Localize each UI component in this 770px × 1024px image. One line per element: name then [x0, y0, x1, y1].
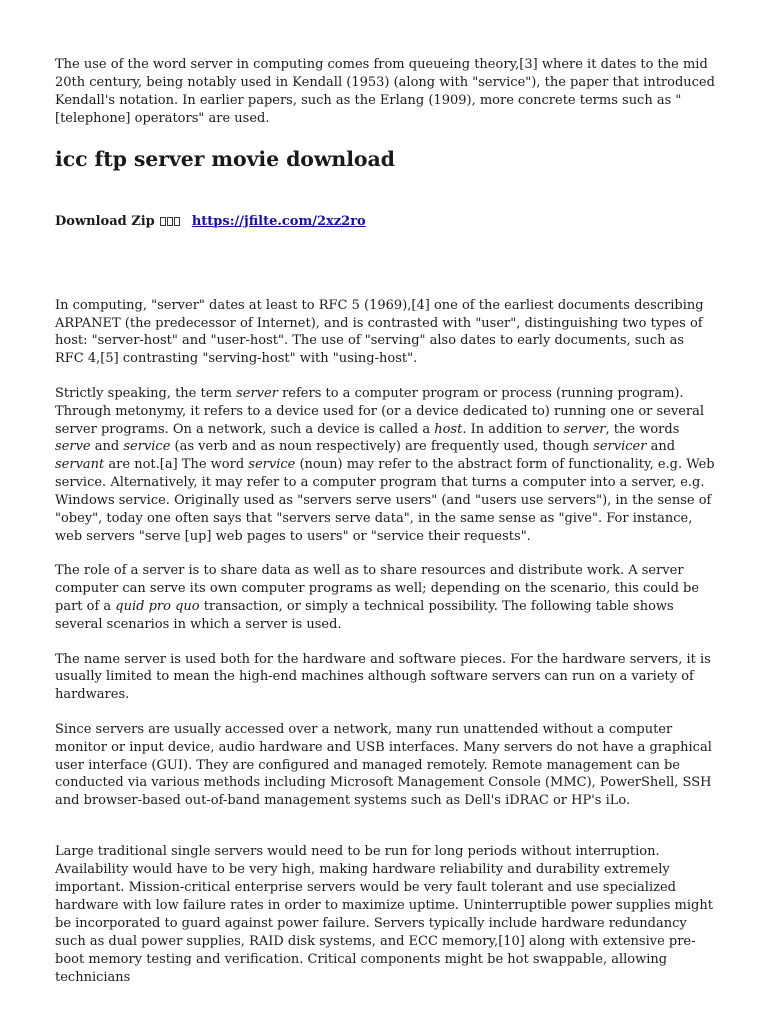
paragraph-role: The role of a server is to share data as well as to share resources and distribute work. A server computer can serve its own computer programs as well; depending on the scenario, this could be part of a quid pro quo transaction, or simply a technical possibility. The following table shows several scenarios in which a server is used. — [55, 563, 700, 633]
paragraph-reliability: Large traditional single servers would need to be run for long periods without interruption. Availability would have to be very high, making hardware reliability and durability extremely important. Mission-critical enterprise servers would be very fault tolerant and use specialized hardware with low failure rates in order to maximize uptime. Uninterruptible power supplies might be incorporated to guard against power failure. Servers typically include hardware redundancy such as dual power supplies, RAID disk systems, and ECC memory,[10] along with extensive pre-boot memory testing and verification. Critical components might be hot swappable, allowing technicians — [55, 844, 713, 985]
page-title: icc ftp server movie download — [55, 146, 395, 171]
missing-glyph-icons — [160, 214, 186, 224]
intro-text: The use of the word server in computing comes from queueing theory,[3] where it dates to the mid 20th century, being notably used in Kendall (1953) (along with "service"), the paper that introduced Kendall's notation. In earlier papers, such as the Erlang (1909), more concrete terms such as "[telephone] operators" are used. — [55, 57, 715, 126]
paragraph-rfc: In computing, "server" dates at least to RFC 5 (1969),[4] one of the earliest documents describing ARPANET (the predecessor of Internet), and is contrasted with "user", distinguishing two types of host: "server-host" and "user-host". The use of "serving" also dates to early documents, such as RFC 4,[5] contrasting "serving-host" with "using-host". — [55, 297, 704, 367]
paragraph-remote-management: Since servers are usually accessed over a network, many run unattended without a computer monitor or input device, audio hardware and USB interfaces. Many servers do not have a graphical user interface (GUI). They are configured and managed remotely. Remote management can be conducted via various methods including Microsoft Management Console (MMC), PowerShell, SSH and browser-based out-of-band management systems such as Dell's iDRAC or HP's iLo. — [55, 721, 712, 809]
download-label: Download Zip — [55, 213, 155, 229]
paragraph-name: The name server is used both for the hardware and software pieces. For the hardware servers, it is usually limited to mean the high-end machines although software servers can run on a variety of hardwares. — [55, 651, 711, 703]
download-link[interactable]: https://jfilte.com/2xz2ro — [191, 213, 366, 229]
intro-paragraph — [55, 56, 715, 128]
download-line — [55, 213, 715, 231]
paragraph-terminology: Strictly speaking, the term server refers to a computer program or process (running program). Through metonymy, it refers to a device used for (or a device dedicated to) running one or several server programs. On a network, such a device is called a host. In addition to server, the words serve and service (as verb and as noun respectively) are frequently used, though servicer and servant are not.[a] The word service (noun) may refer to the abstract form of functionality, e.g. Web service. Alternatively, it may refer to a computer program that turns a computer into a server, e.g. Windows service. Originally used as "servers serve users" (and "users use servers"), in the sense of "obey", today one often says that "servers serve data", in the same sense as "give". For instance, web servers "serve [up] web pages to users" or "service their requests". — [55, 385, 715, 544]
